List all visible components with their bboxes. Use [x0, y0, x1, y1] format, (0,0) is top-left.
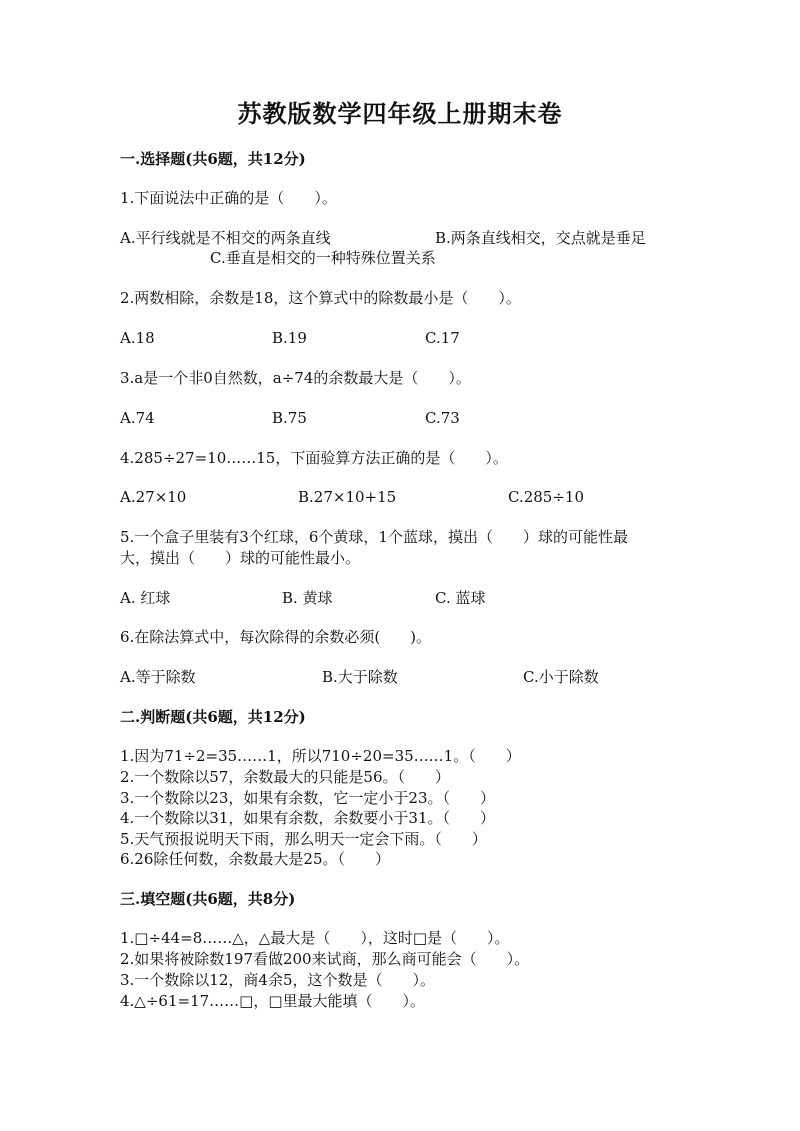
question-text: 4.285÷27=10……15，下面验算方法正确的是（ ）。	[120, 449, 508, 467]
section-heading-judgment: 二.判断题(共6题，共12分)	[120, 708, 306, 726]
question-text: 5.一个盒子里装有3个红球，6个黄球，1个蓝球，摸出（ ）球的可能性最	[120, 528, 628, 546]
question-option: B.75	[272, 409, 307, 427]
list-item: 4.△÷61=17……□，□里最大能填（ ）。	[120, 992, 426, 1010]
question-text: 3.a是一个非0自然数，a÷74的余数最大是（ ）。	[120, 369, 471, 387]
question-option: A.18	[120, 329, 155, 347]
question-option: A.等于除数	[120, 668, 196, 686]
question-option: B.大于除数	[322, 668, 398, 686]
question-option: B.27×10+15	[298, 488, 397, 506]
list-item: 3.一个数除以12，商4余5，这个数是（ ）。	[120, 971, 435, 989]
list-item: 3.一个数除以23，如果有余数，它一定小于23。（ ）	[120, 789, 495, 807]
section-heading-fill-blank: 三.填空题(共6题，共8分)	[120, 890, 296, 908]
question-option: B.两条直线相交，交点就是垂足	[435, 229, 646, 247]
question-option: C.17	[425, 329, 460, 347]
list-item: 2.如果将被除数197看做200来试商，那么商可能会（ ）。	[120, 950, 530, 968]
question-option: C.垂直是相交的一种特殊位置关系	[210, 249, 436, 267]
list-item: 1.□÷44=8……△，△最大是（ ），这时□是（ ）。	[120, 929, 510, 947]
list-item: 1.因为71÷2=35……1，所以710÷20=35……1。（ ）	[120, 747, 521, 765]
question-option: C. 蓝球	[435, 589, 486, 607]
question-option: C.73	[425, 409, 460, 427]
question-option: A.74	[120, 409, 155, 427]
list-item: 6.26除任何数，余数最大是25。（ ）	[120, 850, 390, 868]
question-text: 2.两数相除，余数是18，这个算式中的除数最小是（ ）。	[120, 289, 521, 307]
question-option: B.19	[272, 329, 307, 347]
question-text: 6.在除法算式中，每次除得的余数必须( )。	[120, 628, 432, 646]
question-option: A.平行线就是不相交的两条直线	[120, 229, 331, 247]
section-heading-choice: 一.选择题(共6题，共12分)	[120, 150, 306, 168]
question-text: 1.下面说法中正确的是（ ）。	[120, 189, 337, 207]
list-item: 5.天气预报说明天下雨，那么明天一定会下雨。（ ）	[120, 830, 487, 848]
question-option: C.285÷10	[508, 488, 584, 506]
list-item: 4.一个数除以31，如果有余数，余数要小于31。（ ）	[120, 809, 495, 827]
question-option: A. 红球	[120, 589, 171, 607]
question-option: C.小于除数	[523, 668, 599, 686]
list-item: 2.一个数除以57，余数最大的只能是56。（ ）	[120, 768, 450, 786]
question-option: A.27×10	[120, 488, 187, 506]
question-option: B. 黄球	[282, 589, 333, 607]
question-text: 大，摸出（ ）球的可能性最小。	[120, 549, 361, 567]
page-title: 苏教版数学四年级上册期末卷	[237, 99, 563, 128]
